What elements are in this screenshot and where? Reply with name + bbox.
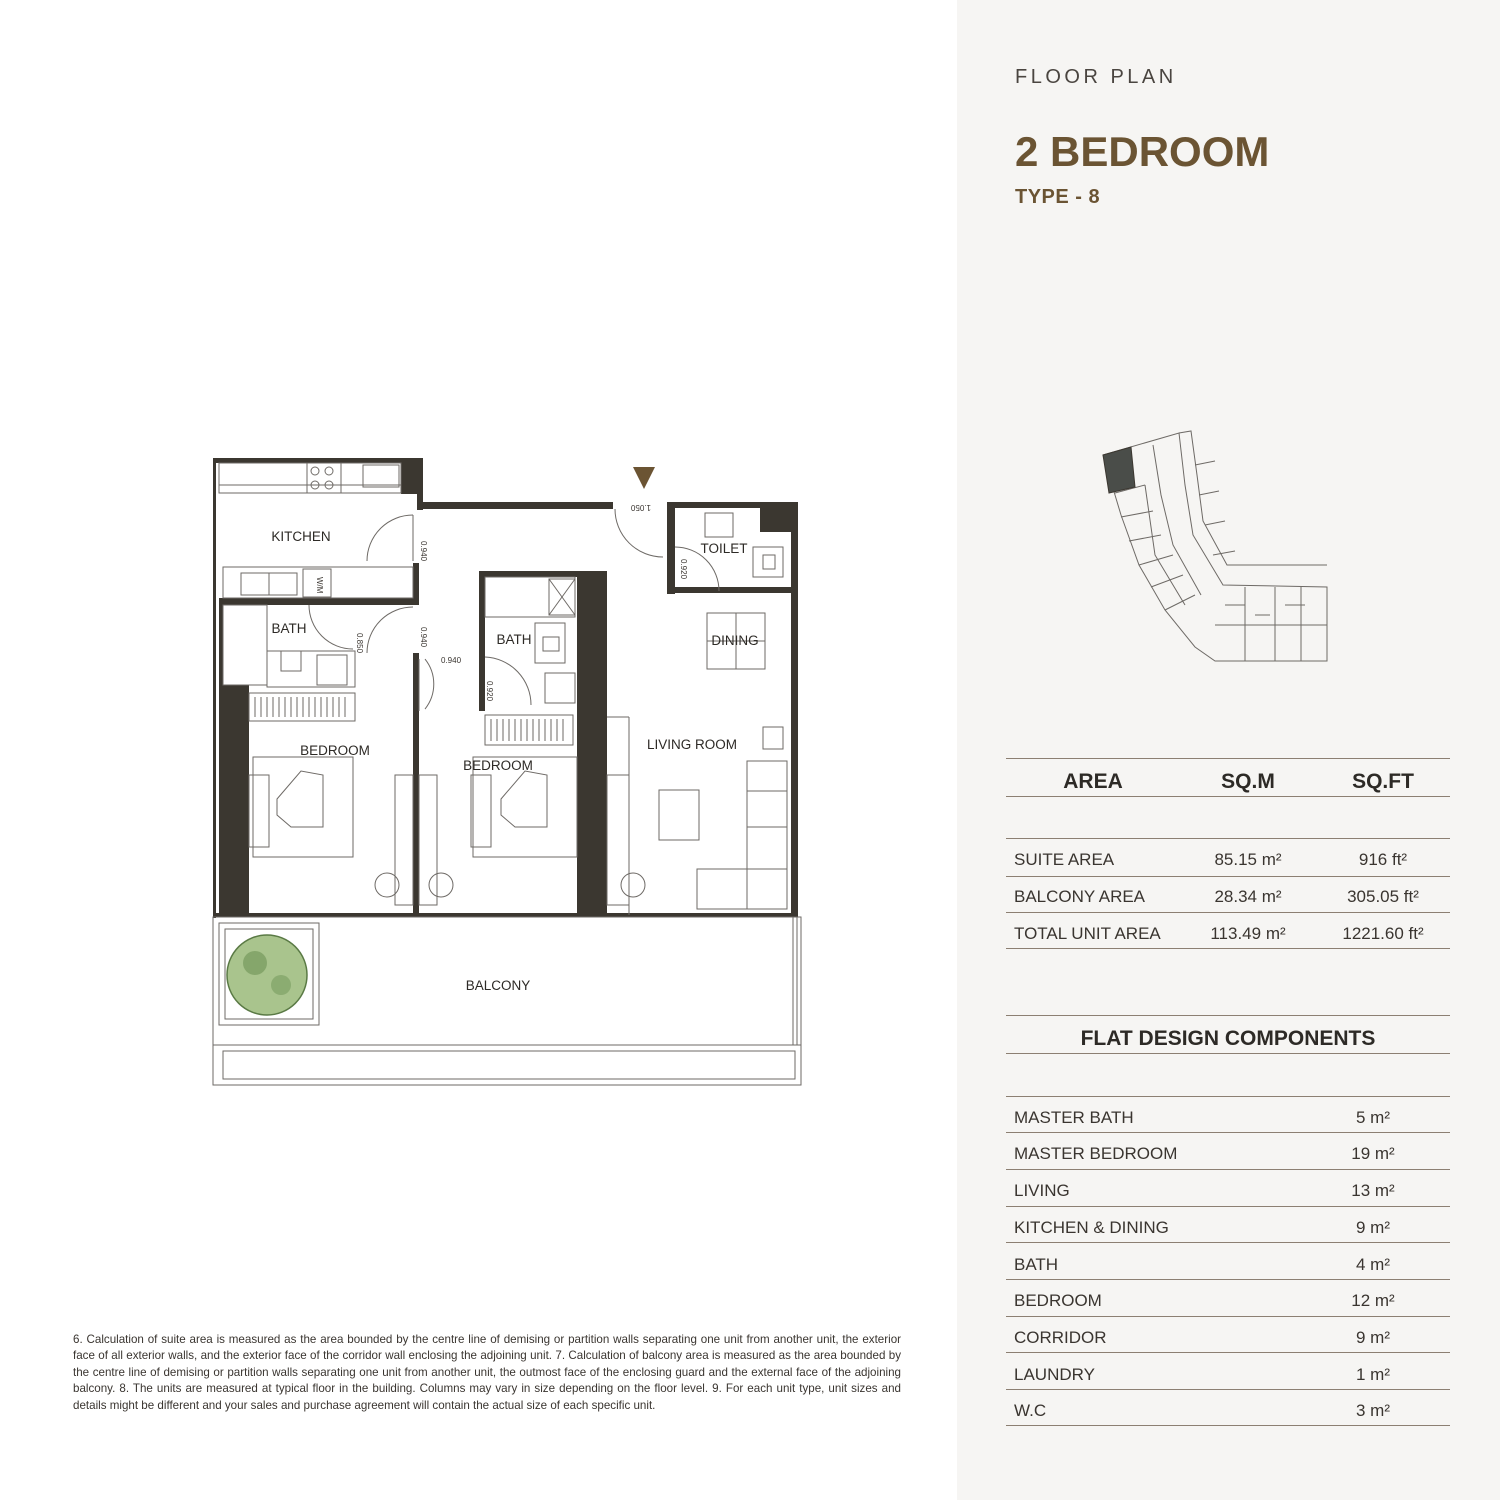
area-header-sqft: SQ.FT bbox=[1352, 770, 1414, 793]
room-label-bath-mid: BATH bbox=[496, 632, 532, 647]
dim-label: 1.050 bbox=[630, 503, 651, 512]
dim-label: 0.940 bbox=[441, 656, 462, 665]
component-label: BATH bbox=[1014, 1255, 1059, 1274]
entry-arrow-icon bbox=[633, 467, 655, 489]
component-row-rule bbox=[1006, 1352, 1450, 1353]
area-row-rule bbox=[1006, 948, 1450, 949]
key-plan bbox=[1095, 425, 1335, 670]
component-value: 1 m² bbox=[1356, 1365, 1390, 1384]
unit-location-marker bbox=[1103, 447, 1135, 493]
area-table-top-rule bbox=[1006, 758, 1450, 759]
area-row-label: SUITE AREA bbox=[1014, 850, 1115, 869]
component-row-rule bbox=[1006, 1169, 1450, 1170]
room-label-kitchen: KITCHEN bbox=[271, 529, 331, 544]
component-value: 9 m² bbox=[1356, 1218, 1390, 1237]
dim-label: 0.850 bbox=[355, 633, 364, 654]
component-value: 12 m² bbox=[1351, 1291, 1395, 1310]
area-row-label: BALCONY AREA bbox=[1014, 887, 1146, 906]
room-label-toilet: TOILET bbox=[700, 541, 748, 556]
component-label: CORRIDOR bbox=[1014, 1328, 1107, 1347]
floor-plan bbox=[205, 455, 805, 1090]
area-row-rule bbox=[1006, 876, 1450, 877]
component-value: 5 m² bbox=[1356, 1108, 1390, 1127]
component-row-rule bbox=[1006, 1425, 1450, 1426]
area-row-sqm: 85.15 m² bbox=[1214, 850, 1282, 869]
component-label: BEDROOM bbox=[1014, 1291, 1102, 1310]
area-row-rule bbox=[1006, 838, 1450, 839]
room-label-living: LIVING ROOM bbox=[646, 737, 738, 752]
component-label: LIVING bbox=[1014, 1181, 1070, 1200]
right-panel bbox=[957, 0, 1500, 1500]
area-row-sqm: 113.49 m² bbox=[1210, 924, 1286, 943]
room-label-dining: DINING bbox=[711, 633, 759, 648]
component-row-rule bbox=[1006, 1096, 1450, 1097]
plant-icon bbox=[227, 935, 307, 1015]
walls bbox=[213, 458, 798, 918]
area-row-sqm: 28.34 m² bbox=[1214, 887, 1282, 906]
room-label-bedroom-left: BEDROOM bbox=[300, 743, 370, 758]
component-row-rule bbox=[1006, 1206, 1450, 1207]
dim-label: 0.940 bbox=[419, 627, 428, 648]
room-label-bedroom-mid: BEDROOM bbox=[463, 758, 533, 773]
area-header-area: AREA bbox=[1063, 770, 1123, 793]
component-label: MASTER BATH bbox=[1014, 1108, 1134, 1127]
footnotes: 6. Calculation of suite area is measured as the area bounded by the centre line of demising or partition walls separating one unit from another unit, the exterior face of all exterior walls, and the exterior face of the corridor wall enclosing the adjoining unit. 7. Calculation of balcony area is measured as the area bounded by the centre line of demising or partition walls separating one unit from another unit, the outmost face of the enclosing guard and the external face of the adjoining balcony. 8. The units are measured at typical floor in the building. Columns may vary in size depending on the floor level. 9. For each unit type, unit sizes and details might be different and your sales and purchase agreement will contain the actual size of each specific unit. bbox=[73, 1333, 901, 1412]
component-value: 9 m² bbox=[1356, 1328, 1390, 1347]
component-row-rule bbox=[1006, 1279, 1450, 1280]
area-header-sqm: SQ.M bbox=[1221, 770, 1275, 793]
dim-label: 0.920 bbox=[485, 681, 494, 702]
component-label: KITCHEN & DINING bbox=[1014, 1218, 1169, 1237]
dim-label: 0.940 bbox=[419, 541, 428, 562]
unit-title: 2 BEDROOM bbox=[1015, 128, 1270, 175]
room-label-bath-left: BATH bbox=[271, 621, 307, 636]
components-title: FLAT DESIGN COMPONENTS bbox=[1080, 1027, 1376, 1050]
component-label: MASTER BEDROOM bbox=[1014, 1144, 1178, 1163]
unit-type: TYPE - 8 bbox=[1015, 186, 1101, 208]
area-row-sqft: 305.05 ft² bbox=[1347, 887, 1419, 906]
component-value: 13 m² bbox=[1351, 1181, 1395, 1200]
area-row-sqft: 916 ft² bbox=[1358, 850, 1408, 869]
component-row-rule bbox=[1006, 1242, 1450, 1243]
component-value: 19 m² bbox=[1351, 1144, 1395, 1163]
component-row-rule bbox=[1006, 1132, 1450, 1133]
room-label-balcony: BALCONY bbox=[465, 978, 531, 993]
component-label: LAUNDRY bbox=[1014, 1365, 1095, 1384]
components-header-rule bbox=[1006, 1053, 1450, 1054]
eyebrow-label: FLOOR PLAN bbox=[1015, 66, 1177, 88]
component-label: W.C bbox=[1014, 1401, 1047, 1420]
wm-label: W/M bbox=[315, 577, 324, 594]
component-value: 4 m² bbox=[1356, 1255, 1390, 1274]
area-row-sqft: 1221.60 ft² bbox=[1342, 924, 1424, 943]
component-row-rule bbox=[1006, 1389, 1450, 1390]
area-table-header-rule bbox=[1006, 796, 1450, 797]
component-value: 3 m² bbox=[1356, 1401, 1390, 1420]
components-top-rule bbox=[1006, 1015, 1450, 1016]
component-row-rule bbox=[1006, 1316, 1450, 1317]
area-row-rule bbox=[1006, 912, 1450, 913]
area-row-label: TOTAL UNIT AREA bbox=[1014, 924, 1161, 943]
dim-label: 0.920 bbox=[679, 559, 688, 580]
